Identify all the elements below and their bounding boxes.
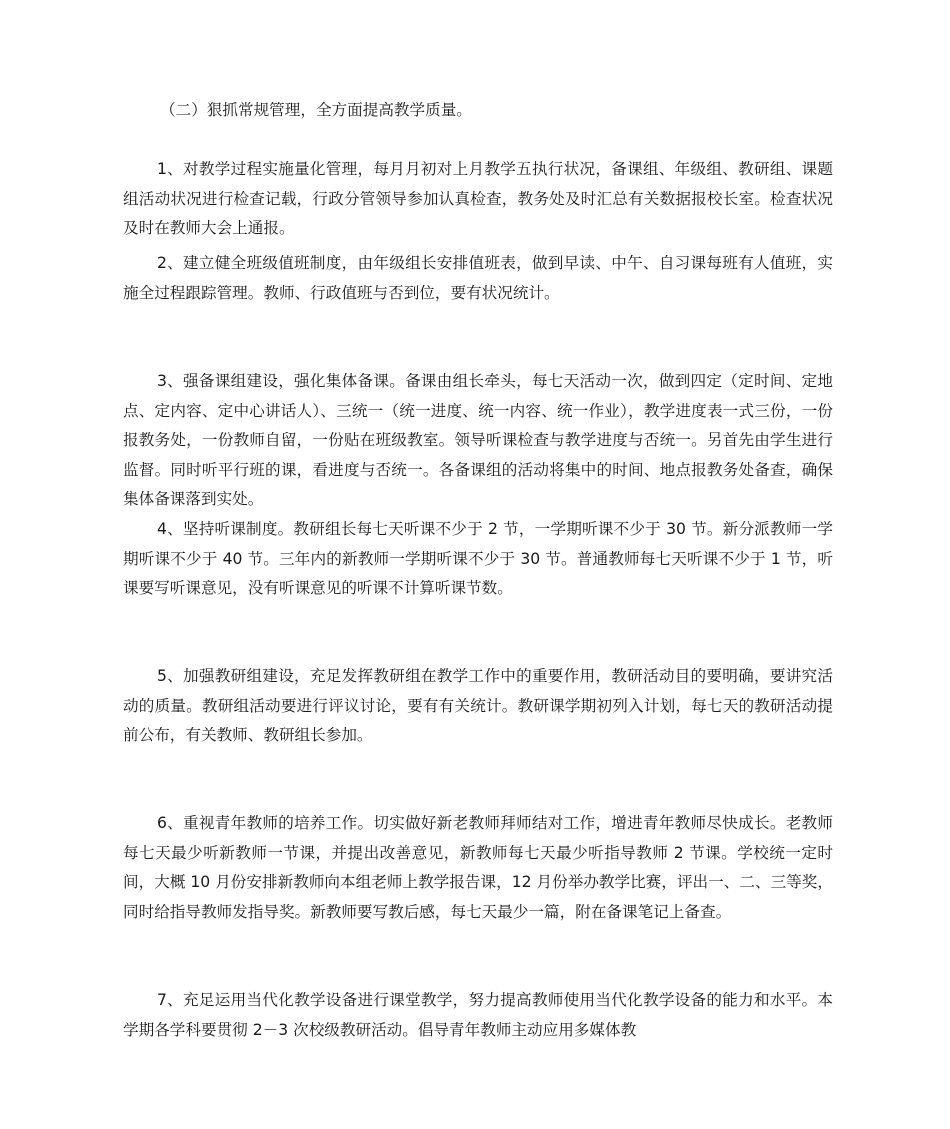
paragraph-4: 4、坚持听课制度。教研组长每七天听课不少于 2 节，一学期听课不少于 30 节。新分派教师一学期听课不少于 40 节。三年内的新教师一学期听课不少于 30 节。普通教师每七天听课不少于 1 节，听课要写听课意见，没有听课意见的听课不计算听课节数。: [123, 520, 833, 597]
section-heading: （二）狠抓常规管理，全方面提高教学质量。: [160, 101, 472, 119]
paragraph-1: 1、对教学过程实施量化管理，每月月初对上月教学五执行状况，备课组、年级组、教研组、课题组活动状况进行检查记载，行政分管领导参加认真检查，教务处及时汇总有关数据报校长室。检查状况及时在教师大会上通报。: [123, 160, 833, 237]
paragraph-3: 3、强备课组建设，强化集体备课。备课由组长牵头，每七天活动一次，做到四定（定时间、定地点、定内容、定中心讲话人）、三统一（统一进度、统一内容、统一作业），教学进度表一式三份，一份报教务处，一份教师自留，一份贴在班级教室。领导听课检查与教学进度与否统一。另首先由学生进行监督。同时听平行班的课，看进度与否统一。各备课组的活动将集中的时间、地点报教务处备查，确保集体备课落到实处。: [123, 372, 833, 508]
paragraph-7: 7、充足运用当代化教学设备进行课堂教学，努力提高教师使用当代化教学设备的能力和水平。本学期各学科要贯彻 2－3 次校级教研活动。倡导青年教师主动应用多媒体教: [123, 991, 833, 1039]
paragraph-6: 6、重视青年教师的培养工作。切实做好新老教师拜师结对工作，增进青年教师尽快成长。老教师每七天最少听新教师一节课，并提出改善意见，新教师每七天最少听指导教师 2 节课。学校统一定时间，大概 10 月份安排新教师向本组老师上教学报告课，12 月份举办教学比赛，评出一、二、三等奖，同时给指导教师发指导奖。新教师要写教后感，每七天最少一篇，附在备课笔记上备查。: [123, 814, 833, 921]
paragraph-5: 5、加强教研组建设，充足发挥教研组在教学工作中的重要作用，教研活动目的要明确，要讲究活动的质量。教研组活动要进行评议讨论，要有有关统计。教研课学期初列入计划，每七天的教研活动提前公布，有关教师、教研组长参加。: [123, 667, 833, 744]
paragraph-2: 2、建立健全班级值班制度，由年级组长安排值班表，做到早读、中午、自习课每班有人值班，实施全过程跟踪管理。教师、行政值班与否到位，要有状况统计。: [123, 254, 833, 302]
